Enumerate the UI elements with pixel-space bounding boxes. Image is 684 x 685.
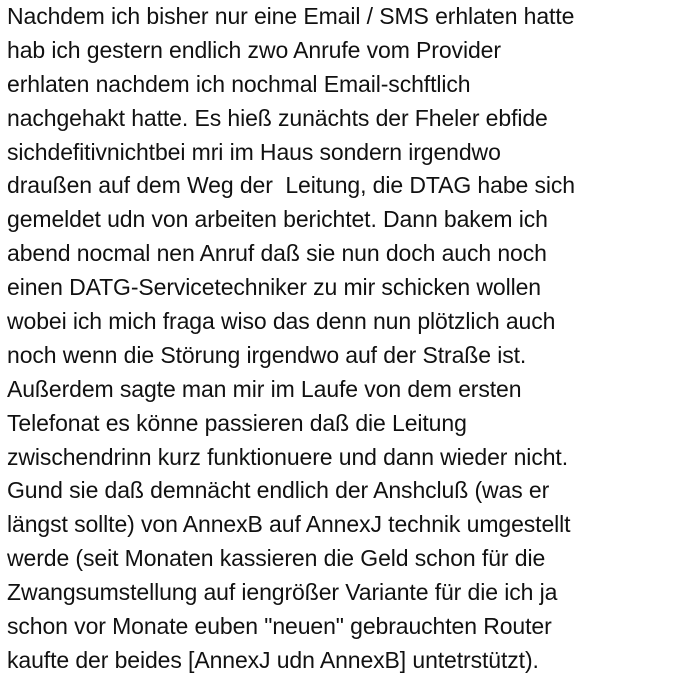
text-line-16: längst sollte) von AnnexB auf AnnexJ technik umgestellt [7, 511, 571, 538]
text-line-19: schon vor Monate euben "neuen" gebrauchten Router [7, 613, 552, 640]
text-line-13: Telefonat es könne passieren daß die Leitung [7, 409, 467, 436]
text-line-6: draußen auf dem Weg der Leitung, die DTAG habe sich [7, 172, 575, 199]
text-line-1: Nachdem ich bisher nur eine Email / SMS erhlaten hatte [7, 3, 575, 29]
text-line-4: nachgehakt hatte. Es hieß zunächts der Fheler ebfide [7, 104, 548, 131]
text-line-9: einen DATG-Servicetechniker zu mir schicken wollen [7, 274, 541, 301]
text-line-12: Außerdem sagte man mir im Laufe von dem ersten [7, 375, 522, 402]
text-line-7: gemeldet udn von arbeiten berichtet. Dann bakem ich [7, 206, 548, 233]
text-line-8: abend nocmal nen Anruf daß sie nun doch auch noch [7, 240, 547, 267]
text-line-3: erhlaten nachdem ich nochmal Email-schftlich [7, 70, 471, 97]
text-line-20: kaufte der beides [AnnexJ udn AnnexB] untetrstützt). [7, 646, 539, 673]
document-text [7, 0, 683, 678]
text-line-10: wobei ich mich fraga wiso das denn nun plötzlich auch [7, 308, 556, 335]
text-line-2: hab ich gestern endlich zwo Anrufe vom Provider [7, 36, 501, 63]
text-line-11: noch wenn die Störung irgendwo auf der Straße ist. [7, 341, 527, 368]
text-line-5: sichdefitivnichtbei mri im Haus sondern irgendwo [7, 138, 501, 165]
text-line-14: zwischendrinn kurz funktionuere und dann wieder nicht. [7, 443, 568, 470]
text-line-18: Zwangsumstellung auf iengrößer Variante für die ich ja [7, 579, 558, 606]
text-line-15: Gund sie daß demnächt endlich der Anshcluß (was er [7, 477, 550, 504]
text-line-17: werde (seit Monaten kassieren die Geld schon für die [7, 545, 546, 572]
